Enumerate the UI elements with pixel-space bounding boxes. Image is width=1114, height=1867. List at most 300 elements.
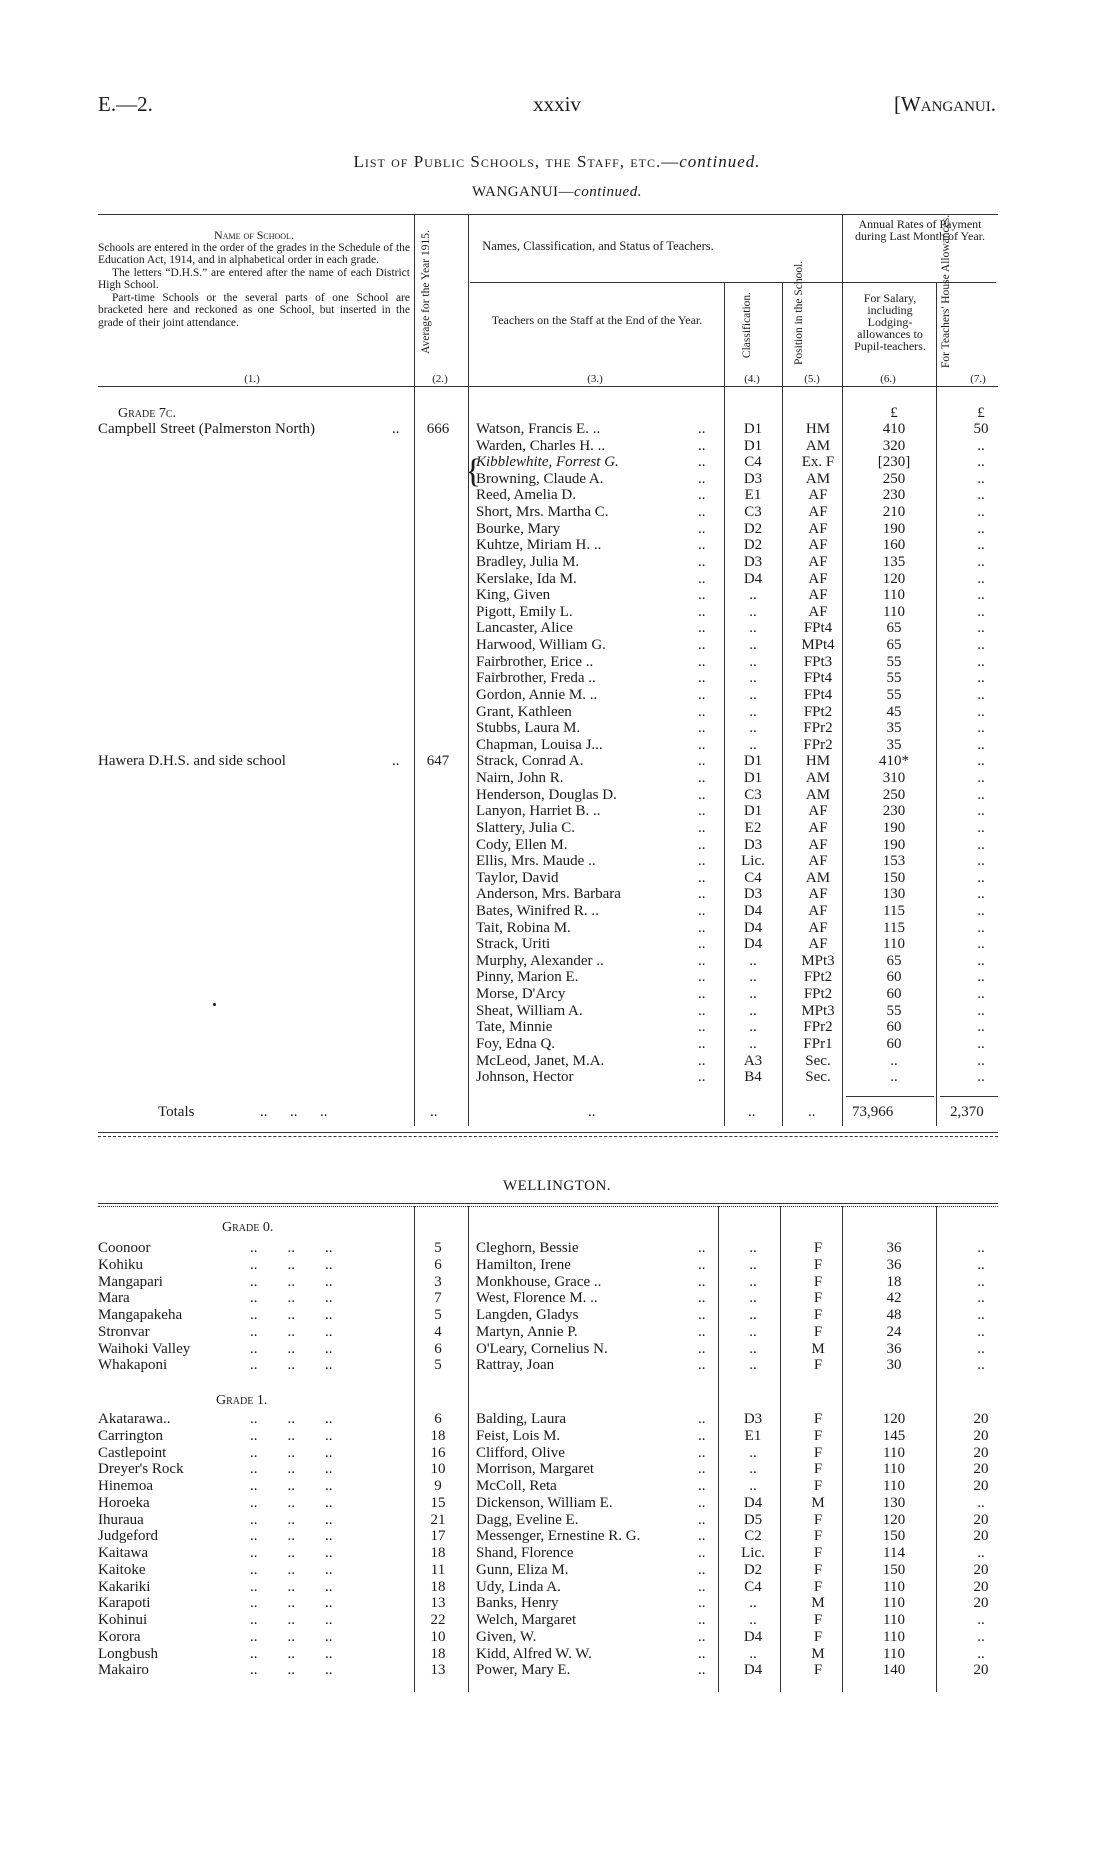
leader-dots: .. .. .. — [250, 1578, 333, 1595]
classification: .. — [749, 736, 757, 753]
leader-dots: .. — [698, 1628, 706, 1645]
position: F — [813, 1478, 823, 1494]
house-allowance: .. — [977, 1273, 985, 1290]
classification: .. — [749, 620, 757, 637]
salary: 36 — [886, 1340, 902, 1357]
table-row — [0, 1003, 1114, 1020]
salary-sum-rule — [846, 1096, 934, 1097]
salary: 55 — [886, 686, 902, 703]
col-num-3: (3.) — [587, 373, 603, 385]
house-allowance: .. — [977, 520, 985, 537]
school-name: Coonoor — [98, 1240, 151, 1256]
position: F — [813, 1461, 823, 1478]
salary: 65 — [886, 637, 902, 654]
salary: 150 — [882, 869, 906, 886]
leader-dots: .. — [698, 786, 706, 803]
house-allowance: 20 — [973, 1427, 989, 1444]
house-allowance: 20 — [973, 1511, 989, 1528]
col-sep-1 — [414, 214, 415, 386]
salary: 110 — [883, 1478, 905, 1494]
position: AF — [808, 520, 828, 537]
position: MPt3 — [801, 952, 835, 969]
table-top-rule-right — [840, 214, 996, 215]
leader-dots: .. .. .. — [250, 1444, 333, 1461]
teacher-name: Gunn, Eliza M. — [476, 1561, 569, 1578]
school-name: Whakaponi — [98, 1357, 168, 1374]
leader-dots: .. — [698, 1561, 706, 1578]
leader-dots: .. — [698, 1427, 706, 1444]
position: F — [813, 1411, 823, 1427]
leader-dots: .. — [698, 1035, 706, 1052]
classification: D1 — [743, 437, 763, 454]
header-bottom-rule — [98, 386, 998, 387]
position: AF — [808, 487, 828, 504]
leader-dots: .. — [698, 520, 706, 537]
position: F — [813, 1290, 823, 1307]
table-row — [0, 504, 1114, 521]
classification: B4 — [744, 1069, 762, 1086]
position: MPt3 — [801, 1002, 835, 1019]
average-attendance: 13 — [430, 1595, 446, 1612]
school-name: Waihoki Valley — [98, 1340, 191, 1357]
teacher-name: Fairbrother, Freda .. — [476, 670, 596, 687]
leader-dots: .. — [698, 1052, 706, 1069]
position: M — [811, 1645, 825, 1662]
pound-sign: £ — [977, 405, 985, 421]
leader-dots: .. — [698, 836, 706, 853]
house-allowance: .. — [977, 986, 985, 1003]
house-allowance: .. — [977, 487, 985, 504]
classification: D3 — [743, 553, 763, 570]
table-row — [0, 687, 1114, 704]
leader-dots: .. .. .. — [250, 1478, 333, 1494]
salary: 24 — [886, 1323, 902, 1340]
average-attendance: 647 — [426, 753, 450, 770]
classification: C4 — [744, 869, 762, 886]
leader-dots: .. .. .. — [250, 1357, 333, 1374]
classification: Lic. — [741, 1545, 765, 1561]
page-title: List of Public Schools, the Staff, etc.—continued. — [353, 152, 761, 171]
position: Sec. — [805, 1052, 831, 1069]
salary: 48 — [886, 1307, 902, 1323]
classification: .. — [749, 637, 757, 654]
teacher-name: Dagg, Eveline E. — [476, 1511, 579, 1528]
classification: D4 — [743, 902, 763, 919]
col-sep-5 — [842, 214, 843, 386]
leader-dots: .. — [698, 736, 706, 753]
leader-dots: .. .. .. — [250, 1461, 333, 1478]
table-row — [0, 753, 1114, 770]
table-row — [0, 1307, 1114, 1324]
classification: E1 — [744, 1427, 762, 1444]
house-allowance: .. — [977, 703, 985, 720]
header-sub-rule-right — [840, 282, 996, 283]
salary: 160 — [882, 537, 906, 554]
position: M — [811, 1340, 825, 1357]
classification: .. — [749, 1002, 757, 1019]
table-row — [0, 554, 1114, 571]
classification: .. — [749, 686, 757, 703]
salary: 35 — [886, 720, 902, 737]
classification: .. — [749, 587, 757, 604]
wellington-top-rule — [98, 1203, 998, 1204]
house-allowance: .. — [977, 969, 985, 986]
salary: 120 — [882, 570, 906, 587]
house-allowance: .. — [977, 786, 985, 803]
average-attendance: 10 — [430, 1461, 446, 1478]
classification: .. — [749, 986, 757, 1003]
school-name: Makairo — [98, 1662, 149, 1679]
classification: .. — [749, 952, 757, 969]
average-attendance: 6 — [434, 1340, 442, 1357]
leader-dots: .. — [698, 720, 706, 737]
salary: 110 — [883, 603, 905, 620]
position: AF — [808, 819, 828, 836]
salary: 150 — [882, 1561, 906, 1578]
table-row — [0, 1240, 1114, 1257]
teacher-name: Kuhtze, Miriam H. .. — [476, 537, 602, 554]
leader-dots: .. — [698, 819, 706, 836]
leader-dots: .. — [698, 1240, 706, 1256]
teacher-name: Monkhouse, Grace .. — [476, 1273, 602, 1290]
col-sep-2 — [468, 214, 469, 386]
house-allowance: .. — [977, 470, 985, 487]
house-allowance: .. — [977, 537, 985, 554]
table-row — [0, 936, 1114, 953]
wellington-top-rule-2 — [98, 1206, 998, 1207]
position: F — [813, 1578, 823, 1595]
position: FPr1 — [803, 1035, 833, 1052]
teacher-name: Johnson, Hector — [476, 1069, 574, 1086]
salary: 115 — [883, 902, 905, 919]
table-row — [0, 886, 1114, 903]
table-row — [0, 654, 1114, 671]
teacher-name: Sheat, William A. — [476, 1002, 583, 1019]
classification: D2 — [743, 520, 763, 537]
teacher-name: Morrison, Margaret — [476, 1461, 595, 1478]
leader-dots: .. .. .. — [250, 1545, 333, 1561]
average-attendance: 666 — [426, 421, 450, 437]
salary: 153 — [882, 853, 906, 870]
house-allowance: .. — [977, 1494, 985, 1511]
grade-heading: Grade 1. — [216, 1393, 268, 1408]
salary: 320 — [882, 437, 906, 454]
position: FPt4 — [803, 670, 833, 687]
house-allowance: .. — [977, 936, 985, 953]
teachers-header: Teachers on the Staff at the End of the Year. — [491, 313, 703, 327]
classification: D4 — [743, 1662, 763, 1679]
table-row — [0, 704, 1114, 721]
position: AM — [805, 470, 831, 487]
classification: .. — [749, 1256, 757, 1273]
table-row — [0, 587, 1114, 604]
salary: 230 — [882, 487, 906, 504]
school-name: Kaitoke — [98, 1561, 146, 1578]
salary: 110 — [883, 587, 905, 604]
house-allowance: .. — [977, 720, 985, 737]
salary: 35 — [886, 736, 902, 753]
house-allowance: .. — [977, 886, 985, 903]
leader-dots: .. — [698, 1019, 706, 1036]
house-allowance: 20 — [973, 1662, 989, 1679]
position: AF — [808, 886, 828, 903]
position: AF — [808, 537, 828, 554]
salary: 60 — [886, 986, 902, 1003]
leader-dots: .. .. .. — [250, 1494, 333, 1511]
salary: 110 — [883, 1595, 905, 1612]
leader-dots: .. — [698, 1528, 706, 1545]
salary: .. — [890, 1069, 898, 1086]
house-allowance: .. — [977, 1035, 985, 1052]
position: FPt2 — [803, 703, 833, 720]
leader-dots: .. .. .. — [250, 1240, 333, 1256]
totals-teacher: .. — [588, 1104, 596, 1120]
house-allowance: .. — [977, 819, 985, 836]
salary: 145 — [882, 1427, 906, 1444]
salary: 30 — [886, 1357, 902, 1374]
leader-dots: .. — [698, 1444, 706, 1461]
school-name: Horoeka — [98, 1494, 150, 1511]
classification: D3 — [743, 470, 763, 487]
table-row — [0, 571, 1114, 588]
teacher-name: Watson, Francis E. .. — [476, 421, 601, 437]
table-end-rule — [98, 1132, 998, 1133]
teacher-name: Murphy, Alexander .. — [476, 952, 604, 969]
teacher-name: Banks, Henry — [476, 1595, 559, 1612]
teacher-name: Bourke, Mary — [476, 520, 561, 537]
table-row — [0, 787, 1114, 804]
teacher-name: Kidd, Alfred W. W. — [476, 1645, 592, 1662]
school-name: Karapoti — [98, 1595, 151, 1612]
school-name: Korora — [98, 1628, 141, 1645]
classification: Lic. — [741, 853, 765, 870]
teacher-name: Dickenson, William E. — [476, 1494, 613, 1511]
leader-dots: .. — [698, 670, 706, 687]
salary: 190 — [882, 819, 906, 836]
salary: 250 — [882, 786, 906, 803]
classification: D1 — [743, 770, 763, 787]
house-allowance: .. — [977, 686, 985, 703]
teacher-name: Nairn, John R. — [476, 770, 564, 787]
teacher-name: Cleghorn, Bessie — [476, 1240, 579, 1256]
table-row — [0, 487, 1114, 504]
totals-house: 2,370 — [950, 1104, 984, 1120]
table-end-rule-2 — [98, 1136, 998, 1137]
salary: 36 — [886, 1240, 902, 1256]
position: FPr2 — [803, 720, 833, 737]
table-row — [0, 1579, 1114, 1596]
totals-dots: .. .. .. — [260, 1104, 328, 1120]
classification: D3 — [743, 886, 763, 903]
teacher-name: Tate, Minnie — [476, 1019, 553, 1036]
body-sep-5 — [842, 386, 843, 1126]
position: M — [811, 1595, 825, 1612]
leader-dots: .. — [698, 603, 706, 620]
salary: .. — [890, 1052, 898, 1069]
leader-dots: .. — [698, 902, 706, 919]
leader-dots: .. — [698, 1662, 706, 1679]
teacher-name: Browning, Claude A. — [476, 470, 604, 487]
position: F — [813, 1528, 823, 1545]
classification: .. — [749, 603, 757, 620]
leader-dots: .. — [698, 1323, 706, 1340]
average-attendance: 6 — [434, 1411, 442, 1427]
classification: C3 — [744, 786, 762, 803]
grade-heading: Grade 0. — [222, 1220, 274, 1235]
position: F — [813, 1612, 823, 1628]
house-allowance: .. — [977, 1290, 985, 1307]
table-row — [0, 537, 1114, 554]
position: F — [813, 1662, 823, 1679]
classification: .. — [749, 969, 757, 986]
school-name: Hinemoa — [98, 1478, 153, 1494]
bracket: { — [465, 453, 482, 490]
leader-dots: .. — [698, 853, 706, 870]
section-ref: [Wanganui. — [893, 92, 996, 116]
classification: .. — [749, 1461, 757, 1478]
teacher-name: Gordon, Annie M. .. — [476, 686, 598, 703]
position: HM — [805, 421, 831, 437]
classification: D1 — [743, 421, 763, 437]
classification: .. — [749, 653, 757, 670]
classification: D1 — [743, 803, 763, 820]
classification: E1 — [744, 487, 762, 504]
position: FPr2 — [803, 1019, 833, 1036]
leader-dots: .. — [698, 1256, 706, 1273]
position: F — [813, 1444, 823, 1461]
leader-dots: .. — [698, 919, 706, 936]
table-row — [0, 1629, 1114, 1646]
table-row — [0, 1646, 1114, 1663]
school-name: Mangapakeha — [98, 1307, 183, 1323]
salary: 130 — [882, 1494, 906, 1511]
classification: .. — [749, 1478, 757, 1494]
teacher-name: Stubbs, Laura M. — [476, 720, 581, 737]
position: F — [813, 1256, 823, 1273]
table-row — [0, 1545, 1114, 1562]
table-row — [0, 438, 1114, 455]
classification: .. — [749, 1307, 757, 1323]
house-allowance: 20 — [973, 1528, 989, 1545]
leader-dots: .. — [698, 753, 706, 770]
house-allowance: .. — [977, 952, 985, 969]
ink-dot — [213, 1003, 216, 1006]
table-row — [0, 1274, 1114, 1291]
salary: 210 — [882, 504, 906, 521]
classification: .. — [749, 1645, 757, 1662]
salary-header: For Salary, including Lodging-allowances to Pupil-teachers. — [854, 291, 926, 353]
school-name: Mara — [98, 1290, 130, 1307]
leader-dots: .. .. .. — [250, 1340, 333, 1357]
leader-dots: .. .. .. — [250, 1662, 333, 1679]
salary: 55 — [886, 670, 902, 687]
grade-heading: Grade 7c. — [118, 406, 177, 421]
leader-dots: .. — [698, 1002, 706, 1019]
totals-class: .. — [748, 1104, 756, 1120]
classification: .. — [749, 1357, 757, 1374]
house-allowance: .. — [977, 504, 985, 521]
leader-dots: .. — [698, 1645, 706, 1662]
classification: D2 — [743, 1561, 763, 1578]
average-attendance: 3 — [434, 1273, 442, 1290]
leader-dots: .. — [698, 1478, 706, 1494]
table-row — [0, 1069, 1114, 1086]
classification: C2 — [744, 1528, 762, 1545]
house-allowance: .. — [977, 1323, 985, 1340]
table-row — [0, 1478, 1114, 1495]
table-row — [0, 471, 1114, 488]
average-attendance: 18 — [430, 1578, 446, 1595]
classification: .. — [749, 1340, 757, 1357]
salary: 60 — [886, 1019, 902, 1036]
position: F — [813, 1307, 823, 1323]
classification: .. — [749, 1323, 757, 1340]
house-allowance: .. — [977, 902, 985, 919]
house-allowance: 20 — [973, 1561, 989, 1578]
teacher-name: Messenger, Ernestine R. G. — [476, 1528, 641, 1545]
house-allowance: .. — [977, 570, 985, 587]
house-sum-rule — [940, 1096, 998, 1097]
leader-dots: .. .. .. — [250, 1273, 333, 1290]
teacher-name: Given, W. — [476, 1628, 537, 1645]
house-allowance: .. — [977, 836, 985, 853]
house-allowance: 20 — [973, 1595, 989, 1612]
teacher-name: Foy, Edna Q. — [476, 1035, 556, 1052]
table-row — [0, 1019, 1114, 1036]
leader-dots: .. — [698, 1494, 706, 1511]
salary: 190 — [882, 520, 906, 537]
school-name: Kohinui — [98, 1612, 148, 1628]
leader-dots: .. — [698, 1273, 706, 1290]
salary: 135 — [882, 553, 906, 570]
position: AM — [805, 786, 831, 803]
table-row — [0, 737, 1114, 754]
leader-dots: .. .. .. — [250, 1595, 333, 1612]
leader-dots: .. — [698, 470, 706, 487]
leader-dots: .. — [698, 1357, 706, 1374]
classification: .. — [749, 1612, 757, 1628]
position: AF — [808, 836, 828, 853]
teacher-name: Reed, Amelia D. — [476, 487, 576, 504]
leader-dots: .. — [698, 1595, 706, 1612]
pound-sign: £ — [890, 405, 898, 421]
position: FPt4 — [803, 686, 833, 703]
salary: 42 — [886, 1290, 902, 1307]
teacher-name: Harwood, William G. — [476, 637, 606, 654]
leader-dots: .. .. .. — [250, 1427, 333, 1444]
house-allowance: .. — [977, 1256, 985, 1273]
salary: 110 — [883, 1578, 905, 1595]
table-row — [0, 1495, 1114, 1512]
house-allowance: .. — [977, 603, 985, 620]
classification: D4 — [743, 1628, 763, 1645]
school-name: Castlepoint — [98, 1444, 167, 1461]
col-sep-4 — [782, 282, 783, 386]
teacher-name: Rattray, Joan — [476, 1357, 555, 1374]
table-row — [0, 953, 1114, 970]
teacher-name: Slattery, Julia C. — [476, 819, 576, 836]
position: AM — [805, 437, 831, 454]
house-allowance: .. — [977, 770, 985, 787]
position: Sec. — [805, 1069, 831, 1086]
col-num-6: (6.) — [880, 373, 896, 385]
position: FPr2 — [803, 736, 833, 753]
position: FPt4 — [803, 620, 833, 637]
school-name: Campbell Street (Palmerston North) — [98, 421, 316, 437]
house-allowance: 20 — [973, 1411, 989, 1427]
classification: D1 — [743, 753, 763, 770]
classification: D4 — [743, 1494, 763, 1511]
